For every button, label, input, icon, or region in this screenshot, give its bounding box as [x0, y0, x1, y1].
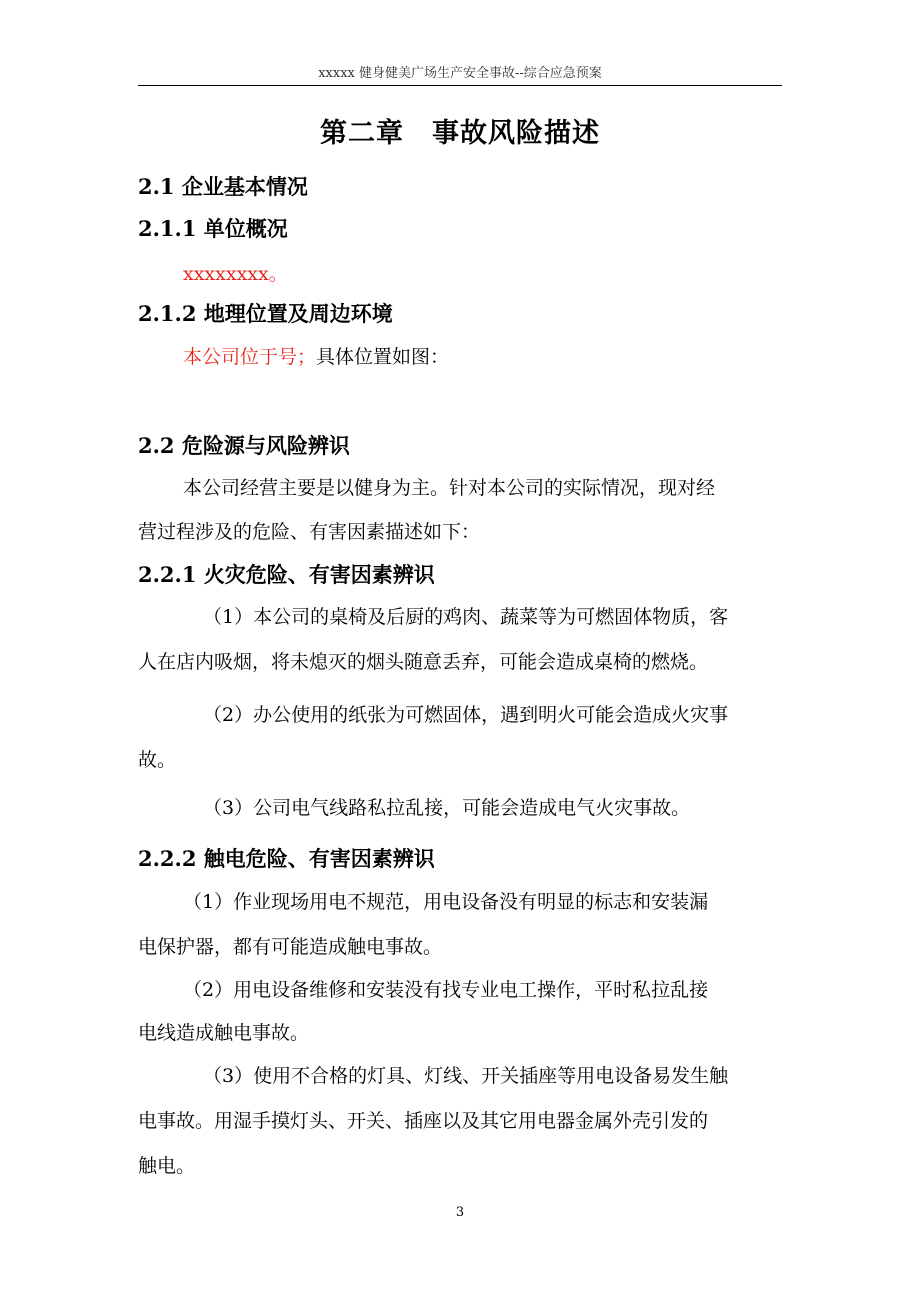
shock-item-2-line-1: （2）用电设备维修和安装没有找专业电工操作，平时私拉乱接: [183, 979, 709, 1001]
location-text: [183, 343, 449, 371]
chapter-title: 第二章 事故风险描述: [320, 118, 600, 149]
fire-item-3-line-1: （3）公司电气线路私拉乱接，可能会造成电气火灾事故。: [203, 797, 691, 819]
section-heading-2-2: 2.2 危险源与风险辨识: [138, 433, 350, 458]
unit-overview-text: xxxxxxxx。: [183, 263, 288, 285]
fire-item-2-line-1: （2）办公使用的纸张为可燃固体，遇到明火可能会造成火灾事: [203, 704, 729, 726]
section-heading-2-2-2: 2.2.2 触电危险、有害因素辨识: [138, 846, 435, 871]
page-number: 3: [455, 1205, 465, 1220]
location-text-red: 本公司位于号；: [183, 346, 317, 368]
shock-item-3-line-2: 电事故。用湿手摸灯头、开关、插座以及其它用电器金属外壳引发的: [138, 1110, 709, 1132]
header-rule: [138, 85, 782, 86]
fire-item-2-line-2: 故。: [138, 749, 177, 771]
shock-item-3-line-3: 触电。: [138, 1155, 196, 1177]
shock-item-2-line-2: 电线造成触电事故。: [138, 1022, 310, 1044]
fire-item-1-line-1: （1）本公司的桌椅及后厨的鸡肉、蔬菜等为可燃固体物质，客: [203, 606, 729, 628]
fire-item-1-line-2: 人在店内吸烟，将未熄灭的烟头随意丢弃，可能会造成桌椅的燃烧。: [138, 651, 709, 673]
hazard-intro-line-1: 本公司经营主要是以健身为主。针对本公司的实际情况，现对经: [183, 477, 716, 499]
shock-item-1-line-1: （1）作业现场用电不规范，用电设备没有明显的标志和安装漏: [183, 891, 709, 913]
shock-item-3-line-1: （3）使用不合格的灯具、灯线、开关插座等用电设备易发生触: [203, 1065, 729, 1087]
location-text-black: 具体位置如图：: [316, 346, 450, 368]
running-header: xxxxx 健身健美广场生产安全事故--综合应急预案: [318, 66, 602, 81]
hazard-intro-line-2: 营过程涉及的危险、有害因素描述如下：: [138, 521, 481, 543]
section-heading-2-1-2: 2.1.2 地理位置及周边环境: [138, 301, 393, 326]
shock-item-1-line-2: 电保护器，都有可能造成触电事故。: [138, 936, 443, 958]
section-heading-2-2-1: 2.2.1 火灾危险、有害因素辨识: [138, 562, 435, 587]
section-heading-2-1-1: 2.1.1 单位概况: [138, 216, 288, 241]
section-heading-2-1: 2.1 企业基本情况: [138, 174, 308, 199]
